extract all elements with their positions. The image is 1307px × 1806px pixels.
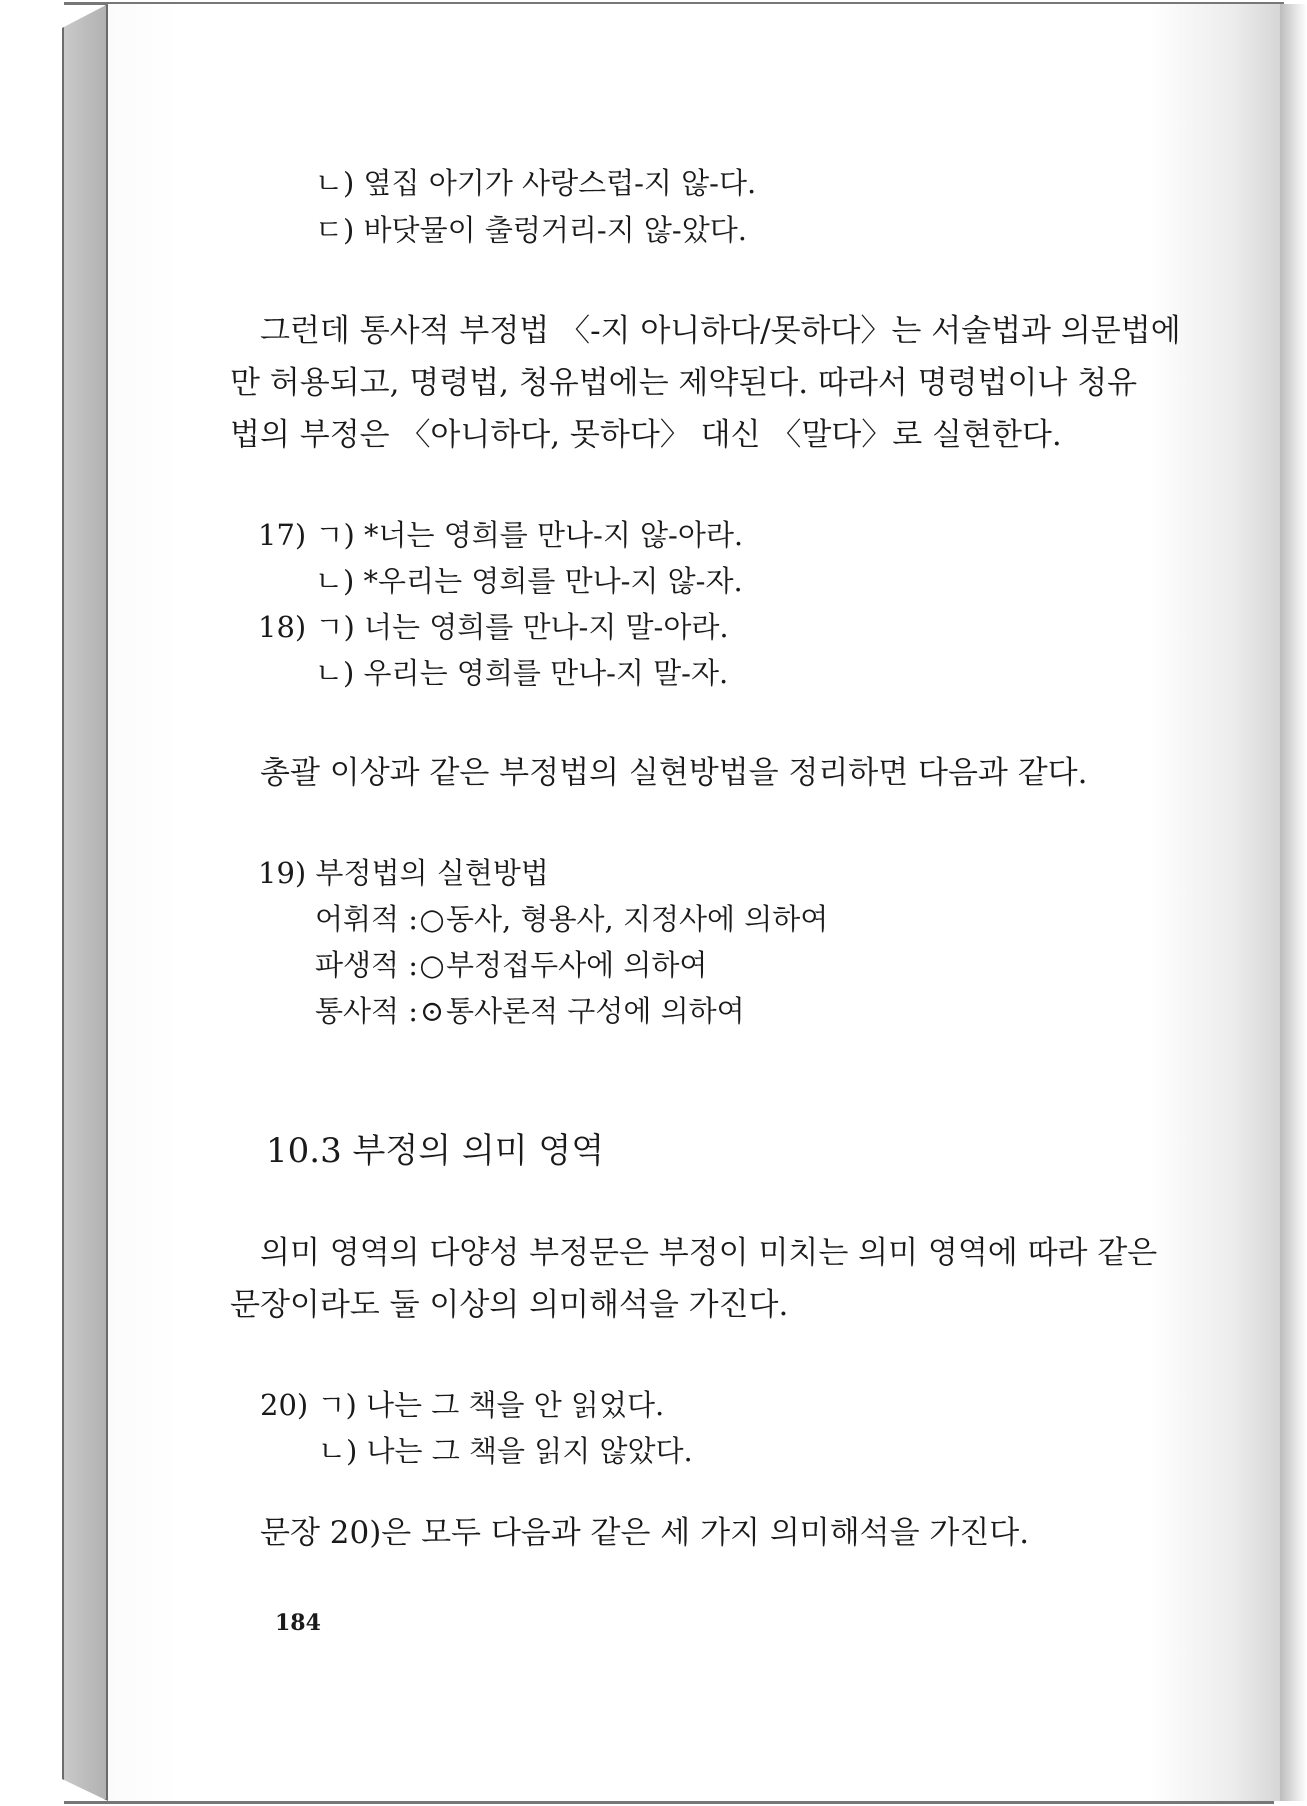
paragraph-line: 의미 영역의 다양성 부정문은 부정이 미치는 의미 영역에 따라 같은 [260,1235,1158,1271]
closing-line: 문장 20)은 모두 다음과 같은 세 가지 의미해석을 가진다. [260,1515,1030,1551]
method-text: 부정접두사에 의하여 [446,948,708,982]
book-spine [62,4,108,1801]
method-text: 동사, 형용사, 지정사에 의하여 [446,902,829,936]
example-line: ㄴ) 나는 그 책을 읽지 않았다. [318,1434,693,1468]
circle-marker-icon: ○ [419,948,445,982]
section-heading: 10.3 부정의 의미 영역 [266,1131,605,1171]
example-line: ㄷ) 바닷물이 출렁거리-지 않-았다. [315,213,747,247]
example-line: 17) ㄱ) *너는 영희를 만나-지 않-아라. [258,518,744,552]
page-edge-shadow [1280,4,1307,1801]
method-label: 파생적 : [315,948,419,982]
method-row [315,896,828,942]
example-19-title: 19) 부정법의 실현방법 [258,856,549,890]
example-line: ㄴ) 우리는 영희를 만나-지 말-자. [315,656,729,690]
example-line: ㄴ) 옆집 아기가 사랑스럽-지 않-다. [315,166,757,200]
example-line: 18) ㄱ) 너는 영희를 만나-지 말-아라. [258,610,729,644]
book-bottom-edge [64,1801,1274,1804]
page-number: 184 [275,1610,321,1636]
example-line: ㄴ) *우리는 영희를 만나-지 않-자. [315,564,743,598]
paragraph-line: 법의 부정은 〈아니하다, 못하다〉 대신 〈말다〉로 실현한다. [230,417,1062,453]
circle-marker-icon: ○ [419,902,445,936]
example-line: 20) ㄱ) 나는 그 책을 안 읽었다. [260,1388,665,1422]
paragraph-line: 만 허용되고, 명령법, 청유법에는 제약된다. 따라서 명령법이나 청유 [230,365,1138,401]
method-label: 어휘적 : [315,902,419,936]
method-row [315,942,707,988]
dotted-circle-marker-icon: ⊙ [419,994,445,1028]
method-row [315,988,745,1034]
paragraph-line: 문장이라도 둘 이상의 의미해석을 가진다. [230,1287,789,1323]
method-label: 통사적 : [315,994,419,1028]
summary-line: 총괄 이상과 같은 부정법의 실현방법을 정리하면 다음과 같다. [260,755,1088,791]
paragraph-line: 그런데 통사적 부정법 〈-지 아니하다/못하다〉는 서술법과 의문법에 [260,313,1181,349]
method-text: 통사론적 구성에 의하여 [446,994,745,1028]
